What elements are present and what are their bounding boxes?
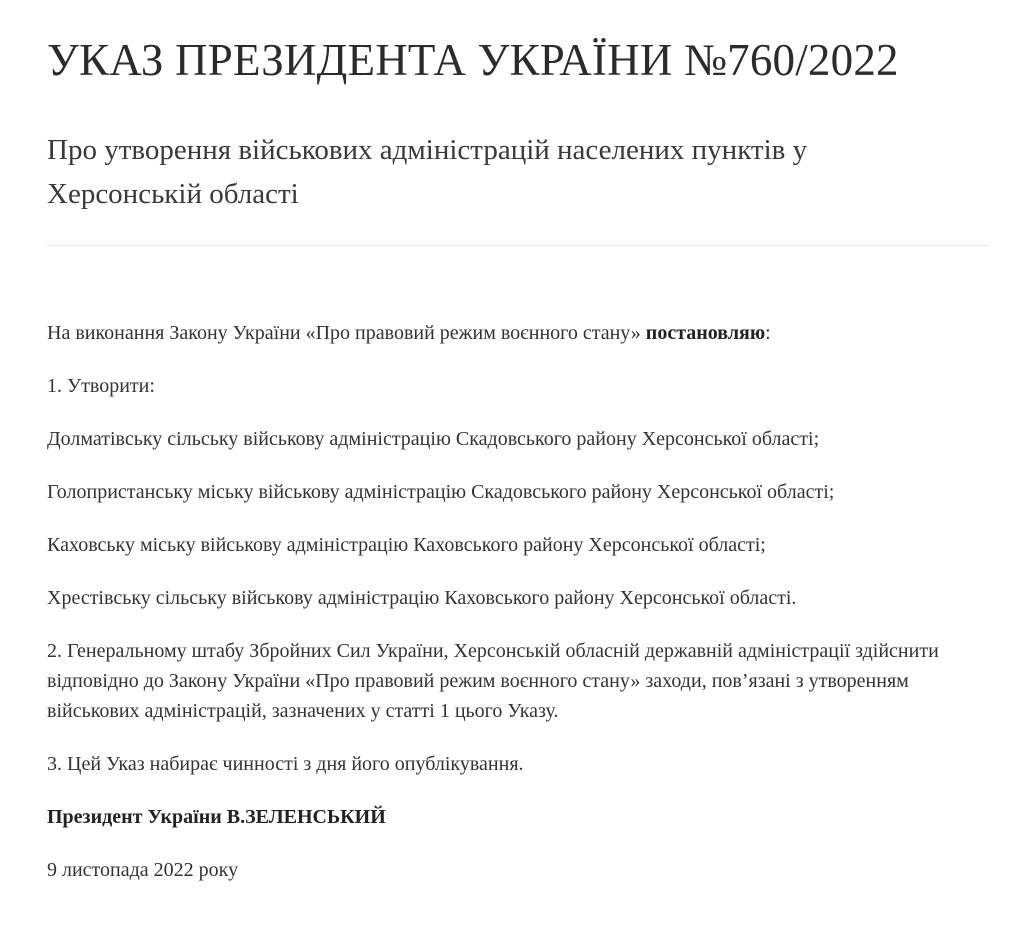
document-body — [47, 318, 990, 885]
item-1-entry: Каховську міську військову адміністрацію Каховського району Херсонської області; — [47, 534, 766, 556]
item-1-entry: Голопристанську міську військову адміністрацію Скадовського району Херсонської області; — [47, 481, 835, 503]
item-1-title: 1. Утворити: — [47, 375, 155, 397]
item-1-entry: Долматівську сільську військову адміністрацію Скадовського району Херсонської області; — [47, 428, 820, 450]
item-3: 3. Цей Указ набирає чинності з дня його опублікування. — [47, 753, 524, 775]
preamble: На виконання Закону України «Про правовий режим воєнного стану» постановляю: — [47, 322, 771, 344]
divider — [47, 245, 990, 246]
item-2: 2. Генеральному штабу Збройних Сил України, Херсонській обласній державній адміністрації здійснити відповідно до Закону України «Про правовий режим воєнного стану» заходи, пов’язані з утворенням військових адміністрацій, зазначених у статті 1 цього Указу. — [47, 640, 939, 722]
signature: Президент України В.ЗЕЛЕНСЬКИЙ — [47, 806, 386, 828]
page-title: УКАЗ ПРЕЗИДЕНТА УКРАЇНИ №760/2022 — [47, 35, 899, 85]
date: 9 листопада 2022 року — [47, 859, 239, 881]
preamble-bold: постановляю — [645, 322, 766, 344]
item-1-entry: Хрестівську сільську військову адміністрацію Каховського району Херсонської області. — [47, 587, 797, 609]
page-subtitle: Про утворення військових адміністрацій населених пунктів у Херсонській області — [47, 134, 808, 210]
